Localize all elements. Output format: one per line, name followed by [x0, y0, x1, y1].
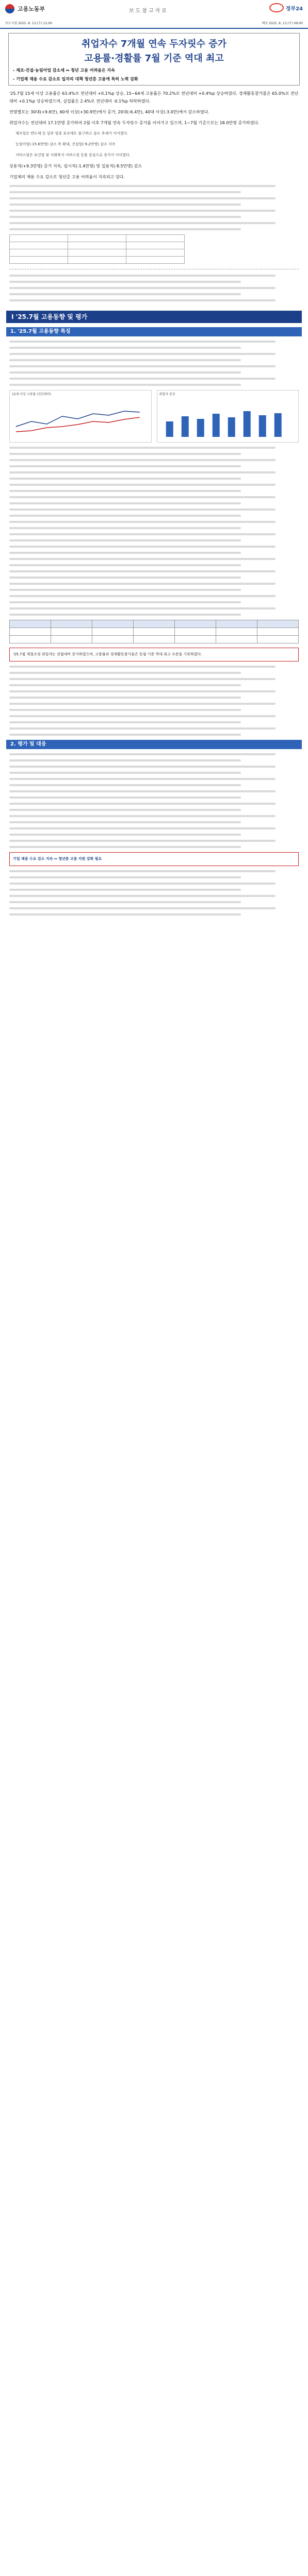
title-line-1: 취업자수 7개월 연속 두자릿수 증가 [81, 39, 227, 49]
chart-row [9, 390, 299, 443]
title-sub-2: - 기업체 채용 수요 감소로 일자리 대책 청년층 고용에 특히 노력 강화 [13, 77, 138, 81]
bullet-1: '25.7월 15세 이상 고용률은 63.4%로 전년대비 +0.1%p 상승, 15~64세 고용률은 70.2%로 전년대비 +0.4%p 상승하였다. 경제활동참가율은 65.0%로 전년대비 +0.1%p 상승하였으며, 실업률은 2.4%로 전년대비 -0.1%p 하락하였다. [9, 91, 299, 104]
age-group-table [9, 620, 299, 643]
doc-type: 보도참고자료 [129, 8, 168, 14]
meta-right: 배포 2025. 8. 13.(수) 09:00 [262, 22, 303, 25]
body-text-block-7 [9, 870, 299, 916]
brand-logo [269, 3, 303, 12]
meta-row [0, 21, 308, 29]
bullet-4: 제조업은 반도체 등 일부 업종 호조에도 불구하고 감소 추세가 이어졌다. [15, 131, 128, 135]
closing-box [9, 852, 299, 866]
meta-left: 보도시점 2025. 8. 13.(수) 12:00 [5, 22, 53, 25]
subsection-heading-1: 1. '25.7월 고용동향 특징 [6, 327, 302, 336]
title-sub-1: - 제조·건설·농림어업 감소세 ↔ 청년 고용 어려움은 지속 [13, 68, 115, 73]
highlight-box-text: '25.7월 계절조정 취업자는 전월대비 증가하였으며, 고용률과 경제활동참가율은 동월 기준 역대 최고 수준을 기록하였다. [13, 652, 202, 656]
body-text-block-5 [9, 666, 299, 736]
bullet-7: 상용직(+9.3만명) 증가 지속, 임시직(-1.4만명) 및 일용직(-8.5만명) 감소 [9, 164, 142, 168]
summary-bullets [0, 90, 308, 181]
chart-caption-right: 취업자 증감 [159, 393, 175, 396]
employment-rate-chart [9, 390, 152, 443]
brand-name: 정부24 [285, 6, 303, 12]
employment-change-bars [157, 391, 299, 442]
section-heading-1: Ⅰ '25.7월 고용동향 및 평가 [6, 311, 302, 323]
body-text-block-3 [9, 341, 299, 386]
reference-table [9, 234, 185, 264]
agency-logo [5, 4, 45, 13]
title-box [8, 33, 300, 86]
body-text-block-4 [9, 447, 299, 616]
employment-rate-line [10, 391, 151, 442]
bullet-8: 기업체의 채용 수요 감소로 청년층 고용 어려움이 지속되고 있다. [9, 175, 125, 179]
highlight-box [9, 648, 299, 662]
body-text-block-6 [9, 753, 299, 848]
taegeuk-icon [5, 4, 14, 13]
agency-name: 고용노동부 [18, 6, 45, 12]
ring-icon [269, 3, 284, 12]
employment-change-chart [157, 390, 299, 443]
body-text-block [9, 185, 299, 230]
bullet-6: 서비스업은 보건업 및 사회복지 서비스업 등을 중심으로 증가가 이어졌다. [15, 153, 131, 157]
bullet-2: 연령별로는 30대(+9.6만), 60세 이상(+30.9만)에서 증가, 20대(-6.4만), 40대 이상(-3.0만)에서 감소하였다. [9, 110, 209, 114]
closing-text: 기업 채용 수요 감소 지속 ↔ 청년층 고용 지원 강화 필요 [13, 857, 102, 861]
bullet-3: 취업자수는 전년대비 17.1만명 증가하여 2월 이후 7개월 연속 두자릿수 증가를 이어가고 있으며, 1~7월 기준으로는 18.0만명 증가하였다. [9, 121, 260, 125]
bullet-5: 농림어업(-15.6만명) 감소 폭 확대, 건설업(-9.2만명) 감소 지속 [15, 142, 116, 146]
title-line-2: 고용률·경활률 7월 기준 역대 최고 [84, 53, 224, 64]
subsection-heading-2: 2. 평가 및 대응 [6, 740, 302, 749]
header [0, 0, 308, 21]
chart-caption-left: 15세 이상 고용률 (전년대비) [12, 393, 51, 396]
body-text-block-2 [9, 275, 299, 301]
